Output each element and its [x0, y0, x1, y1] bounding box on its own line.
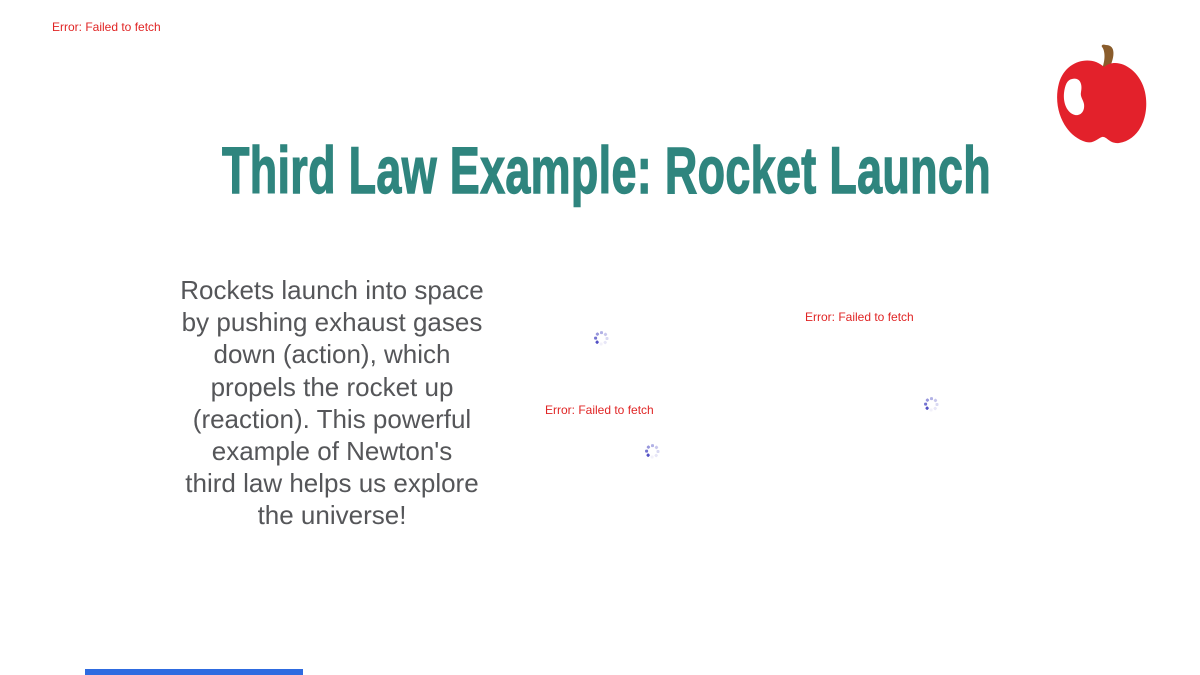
spinner-dot [925, 403, 928, 406]
slide-body-paragraph [132, 274, 532, 532]
body-line: third law helps us explore [185, 468, 479, 499]
apple-icon [1052, 40, 1152, 148]
spinner-dot [647, 453, 651, 457]
loading-spinner-icon [644, 443, 660, 459]
spinner-dot [654, 453, 658, 457]
body-line: propels the rocket up [210, 371, 454, 402]
error-message: Error: Failed to fetch [545, 403, 654, 417]
spinner-dot [595, 337, 598, 340]
spinner-dot [600, 332, 603, 335]
body-line: example of Newton's [211, 436, 453, 467]
body-line: (reaction). This powerful [192, 403, 472, 434]
bottom-edge-bar [85, 669, 303, 675]
spinner-dot [647, 446, 651, 450]
spinner-dot [646, 450, 649, 453]
spinner-dot [933, 406, 937, 410]
spinner-dot [606, 337, 609, 340]
spinner-dot [651, 456, 654, 459]
spinner-dot [596, 340, 600, 344]
body-line: Rockets launch into space [180, 275, 484, 305]
spinner-dot [600, 343, 603, 346]
spinner-dot [651, 445, 654, 448]
spinner-dot [603, 333, 607, 337]
body-line: by pushing exhaust gases [181, 307, 483, 338]
spinner-dot [657, 450, 660, 453]
spinner-dot [936, 403, 939, 406]
spinner-dot [926, 406, 930, 410]
loading-spinner-icon [923, 396, 939, 412]
spinner-dot [654, 446, 658, 450]
spinner-dot [933, 399, 937, 403]
body-line: down (action), which [213, 339, 451, 370]
spinner-dot [596, 333, 600, 337]
spinner-dot [603, 340, 607, 344]
error-message: Error: Failed to fetch [805, 310, 914, 324]
body-line: the universe! [257, 500, 407, 531]
error-message: Error: Failed to fetch [52, 20, 161, 34]
spinner-dot [926, 399, 930, 403]
slide-title: Third Law Example: Rocket Launch [221, 133, 991, 207]
spinner-dot [930, 409, 933, 412]
loading-spinner-icon [593, 330, 609, 346]
spinner-dot [930, 398, 933, 401]
